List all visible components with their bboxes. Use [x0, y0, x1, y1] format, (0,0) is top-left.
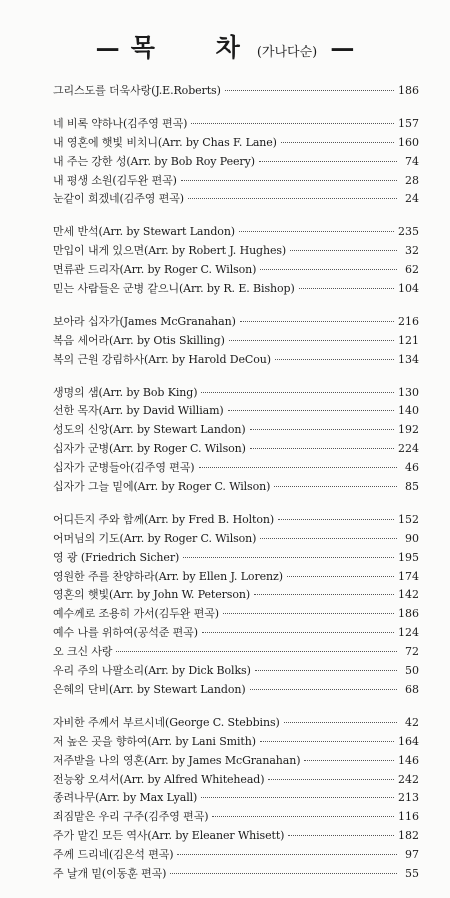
- toc-entry-page: 164: [398, 734, 419, 748]
- toc-entry-page: 186: [398, 84, 419, 97]
- dot-leader: [274, 486, 397, 487]
- toc-entry-page: 152: [398, 512, 419, 526]
- toc-entry-title: 죄짐맡은 우리 구주(김주영 편곡): [53, 810, 209, 824]
- toc-entry-page: 142: [398, 588, 419, 602]
- dot-leader: [260, 538, 397, 539]
- toc-group: [53, 511, 419, 700]
- title-dash-left: —: [95, 33, 120, 62]
- dot-leader: [229, 340, 394, 341]
- toc-entry-title: 선한 목자(Arr. by David William): [53, 404, 224, 418]
- dot-leader: [260, 741, 394, 742]
- toc-entry: [53, 771, 419, 790]
- toc-entry-page: 182: [398, 829, 419, 843]
- toc-entry: [53, 261, 419, 280]
- toc-entry-page: 97: [405, 848, 419, 862]
- toc-entry: [53, 332, 419, 351]
- dot-leader: [290, 250, 397, 251]
- dot-leader: [250, 689, 397, 690]
- toc-group: [53, 115, 419, 209]
- dot-leader: [228, 410, 394, 411]
- dot-leader: [287, 576, 394, 577]
- toc-entry-page: 124: [398, 626, 419, 640]
- toc-entry: [53, 313, 419, 332]
- toc-entry: [53, 714, 419, 733]
- toc-entry-page: 32: [405, 244, 419, 258]
- toc-entry-page: 242: [398, 772, 419, 786]
- toc-entry-page: 186: [398, 607, 419, 621]
- toc-entry-title: 주가 맡긴 모든 역사(Arr. by Eleaner Whisett): [53, 829, 285, 843]
- dot-leader: [304, 760, 394, 761]
- toc-entry-title: 생명의 샘(Arr. by Bob King): [53, 385, 198, 399]
- dot-leader: [181, 180, 397, 181]
- toc-list: [53, 82, 419, 898]
- toc-entry-title: 종려나무(Arr. by Max Lyall): [53, 791, 198, 805]
- dot-leader: [268, 779, 394, 780]
- dot-leader: [225, 90, 394, 91]
- toc-entry-title: 믿는 사람들은 군병 같으니(Arr. by R. E. Bishop): [53, 282, 295, 296]
- toc-entry-page: 85: [405, 480, 419, 494]
- toc-entry: [53, 865, 419, 884]
- dot-leader: [223, 613, 394, 614]
- dot-leader: [170, 873, 397, 874]
- dot-leader: [239, 231, 394, 232]
- toc-entry-title: 만세 반석(Arr. by Stewart Landon): [53, 225, 235, 239]
- toc-entry-title: 저주받을 나의 영혼(Arr. by James McGranahan): [53, 753, 301, 767]
- toc-entry-title: 영원한 주를 찬양하라(Arr. by Ellen J. Lorenz): [53, 569, 283, 583]
- toc-group: [53, 384, 419, 497]
- dot-leader: [177, 854, 397, 855]
- toc-entry: [53, 549, 419, 568]
- toc-entry-title: 영혼의 햇빛(Arr. by John W. Peterson): [53, 588, 251, 602]
- toc-entry: [53, 511, 419, 530]
- toc-entry: [53, 530, 419, 549]
- toc-entry-title: 보아라 십자가(James McGranahan): [53, 314, 236, 328]
- toc-entry-title: 예수 나를 위하여(공석준 편곡): [53, 626, 198, 640]
- toc-group: [53, 313, 419, 370]
- toc-entry-page: 192: [398, 423, 419, 437]
- toc-entry-title: 내 주는 강한 성(Arr. by Bob Roy Peery): [53, 154, 255, 168]
- dot-leader: [254, 594, 394, 595]
- toc-entry-title: 자비한 주께서 부르시네(George C. Stebbins): [53, 715, 280, 729]
- toc-entry: [53, 82, 419, 101]
- dot-leader: [199, 467, 398, 468]
- toc-entry-title: 영 광 (Friedrich Sicher): [53, 550, 180, 564]
- toc-entry-title: 성도의 신앙(Arr. by Stewart Landon): [53, 423, 246, 437]
- toc-entry-page: 24: [405, 192, 419, 206]
- toc-entry: [53, 440, 419, 459]
- dot-leader: [288, 835, 394, 836]
- dot-leader: [299, 288, 394, 289]
- toc-entry-title: 주 날개 밑(이동훈 편곡): [53, 866, 167, 880]
- toc-entry: [53, 280, 419, 299]
- dot-leader: [240, 321, 394, 322]
- toc-entry-title: 눈같이 희겠네(김주영 편곡): [53, 192, 184, 206]
- toc-entry-page: 28: [405, 173, 419, 187]
- toc-entry: [53, 568, 419, 587]
- toc-entry: [53, 242, 419, 261]
- dot-leader: [201, 392, 394, 393]
- dot-leader: [250, 448, 394, 449]
- toc-entry-page: 68: [405, 682, 419, 696]
- toc-entry-page: 46: [405, 461, 419, 475]
- toc-entry-title: 은혜의 단비(Arr. by Stewart Landon): [53, 682, 246, 696]
- toc-entry: [53, 153, 419, 172]
- dot-leader: [116, 651, 397, 652]
- toc-entry: [53, 605, 419, 624]
- toc-entry-title: 면류관 드리자(Arr. by Roger C. Wilson): [53, 263, 257, 277]
- toc-entry: [53, 351, 419, 370]
- dot-leader: [188, 198, 397, 199]
- toc-entry-page: 121: [398, 333, 419, 347]
- dot-leader: [183, 557, 394, 558]
- title-dash-right: —: [330, 33, 355, 62]
- toc-entry-page: 146: [398, 753, 419, 767]
- dot-leader: [259, 161, 397, 162]
- toc-entry-page: 104: [398, 282, 419, 296]
- dot-leader: [260, 269, 397, 270]
- toc-entry: [53, 402, 419, 421]
- toc-entry-title: 십자가 군병(Arr. by Roger C. Wilson): [53, 442, 246, 456]
- title-subtitle: (가나다순): [256, 45, 318, 60]
- toc-entry-title: 그리스도를 더욱사랑(J.E.Roberts): [53, 84, 221, 97]
- toc-entry: [53, 459, 419, 478]
- toc-entry: [53, 808, 419, 827]
- toc-entry-page: 55: [405, 866, 419, 880]
- dot-leader: [255, 670, 397, 671]
- toc-entry-page: 72: [405, 645, 419, 659]
- dot-leader: [284, 722, 397, 723]
- page-title: [0, 28, 450, 73]
- toc-entry: [53, 172, 419, 191]
- toc-group: [53, 82, 419, 101]
- toc-entry-page: 160: [398, 135, 419, 149]
- toc-entry-title: 어머님의 기도(Arr. by Roger C. Wilson): [53, 531, 257, 545]
- toc-entry-title: 우리 주의 나팔소리(Arr. by Dick Bolks): [53, 664, 251, 678]
- dot-leader: [250, 429, 394, 430]
- toc-entry-title: 복음 세어라(Arr. by Otis Skilling): [53, 333, 225, 347]
- toc-entry-page: 90: [405, 531, 419, 545]
- toc-entry: [53, 586, 419, 605]
- dot-leader: [278, 519, 394, 520]
- toc-entry: [53, 643, 419, 662]
- dot-leader: [191, 123, 394, 124]
- toc-entry-page: 235: [398, 225, 419, 239]
- toc-entry: [53, 662, 419, 681]
- toc-entry-title: 복의 근원 강림하사(Arr. by Harold DeCou): [53, 352, 271, 366]
- toc-entry-title: 주께 드리네(김은석 편곡): [53, 848, 174, 862]
- toc-entry: [53, 223, 419, 242]
- toc-entry-title: 전능왕 오셔서(Arr. by Alfred Whitehead): [53, 772, 265, 786]
- toc-entry: [53, 115, 419, 134]
- title-main: 목 차: [130, 33, 266, 62]
- toc-entry-page: 74: [405, 154, 419, 168]
- toc-entry-title: 내 영혼에 햇빛 비치니(Arr. by Chas F. Lane): [53, 135, 277, 149]
- toc-entry-title: 내 평생 소원(김두완 편곡): [53, 173, 177, 187]
- toc-entry-page: 140: [398, 404, 419, 418]
- toc-entry-title: 십자가 그늘 밑에(Arr. by Roger C. Wilson): [53, 480, 271, 494]
- toc-entry-page: 213: [398, 791, 419, 805]
- toc-entry: [53, 752, 419, 771]
- toc-entry: [53, 827, 419, 846]
- toc-entry: [53, 384, 419, 403]
- toc-entry-page: 130: [398, 385, 419, 399]
- toc-entry-title: 저 높은 곳을 향하여(Arr. by Lani Smith): [53, 734, 256, 748]
- dot-leader: [202, 632, 394, 633]
- toc-entry-page: 224: [398, 442, 419, 456]
- toc-entry-title: 예수께로 조용히 가서(김두완 편곡): [53, 607, 219, 621]
- toc-entry-title: 네 비록 약하나(김주영 편곡): [53, 116, 188, 130]
- toc-entry-page: 116: [398, 810, 419, 824]
- toc-entry: [53, 846, 419, 865]
- toc-entry: [53, 789, 419, 808]
- toc-entry-page: 174: [398, 569, 419, 583]
- toc-entry-title: 어디든지 주와 함께(Arr. by Fred B. Holton): [53, 512, 275, 526]
- toc-entry: [53, 134, 419, 153]
- toc-group: [53, 714, 419, 884]
- toc-entry: [53, 733, 419, 752]
- dot-leader: [281, 142, 394, 143]
- toc-entry: [53, 681, 419, 700]
- toc-entry-page: 62: [405, 263, 419, 277]
- toc-entry-page: 216: [398, 314, 419, 328]
- toc-entry-page: 134: [398, 352, 419, 366]
- toc-entry: [53, 421, 419, 440]
- toc-entry-page: 50: [405, 664, 419, 678]
- toc-group: [53, 223, 419, 299]
- toc-entry: [53, 624, 419, 643]
- toc-entry-title: 십자가 군병들아(김주영 편곡): [53, 461, 195, 475]
- dot-leader: [201, 797, 394, 798]
- toc-entry-title: 만입이 내게 있으면(Arr. by Robert J. Hughes): [53, 244, 287, 258]
- dot-leader: [212, 816, 394, 817]
- toc-entry-page: 157: [398, 116, 419, 130]
- toc-entry-title: 오 크신 사랑: [53, 645, 113, 659]
- toc-entry: [53, 190, 419, 209]
- toc-entry-page: 42: [405, 715, 419, 729]
- toc-entry-page: 195: [398, 550, 419, 564]
- toc-entry: [53, 478, 419, 497]
- dot-leader: [275, 359, 394, 360]
